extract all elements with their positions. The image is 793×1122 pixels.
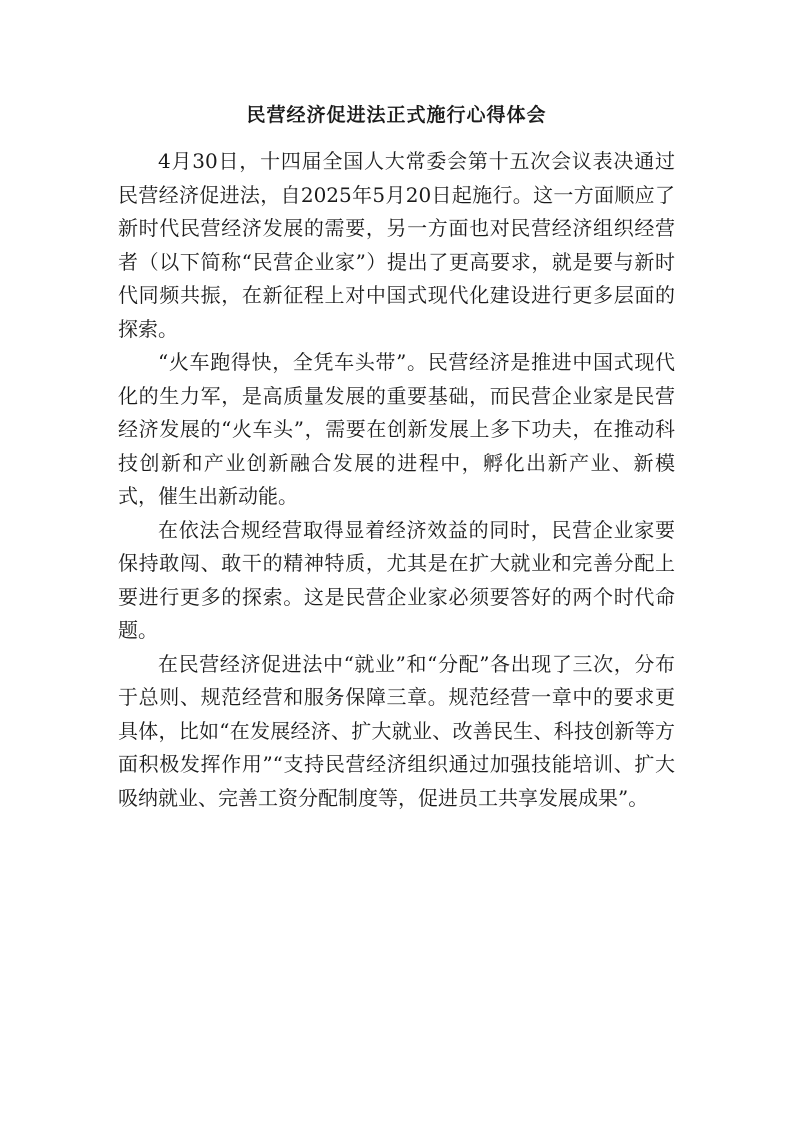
paragraph: 4月30日，十四届全国人大常委会第十五次会议表决通过民营经济促进法，自2025年5月20日起施行。这一方面顺应了新时代民营经济发展的需要，另一方面也对民营经济组织经营者（以下简称“民营企业家”）提出了更高要求，就是要与新时代同频共振，在新征程上对中国式现代化建设进行更多层面的探索。 bbox=[118, 149, 675, 341]
document-body bbox=[118, 145, 675, 815]
paragraph: 在民营经济促进法中“就业”和“分配”各出现了三次，分布于总则、规范经营和服务保障三章。规范经营一章中的要求更具体，比如“在发展经济、扩大就业、改善民生、科技创新等方面积极发挥作用”“支持民营经济组织通过加强技能培训、扩大吸纳就业、完善工资分配制度等，促进员工共享发展成果”。 bbox=[118, 651, 675, 810]
paragraph: 在依法合规经营取得显着经济效益的同时，民营企业家要保持敢闯、敢干的精神特质，尤其是在扩大就业和完善分配上要进行更多的探索。这是民营企业家必须要答好的两个时代命题。 bbox=[118, 517, 675, 642]
document-title: 民营经济促进法正式施行心得体会 bbox=[246, 104, 547, 126]
paragraph: “火车跑得快，全凭车头带”。民营经济是推进中国式现代化的生力军，是高质量发展的重要基础，而民营企业家是民营经济发展的“火车头”，需要在创新发展上多下功夫，在推动科技创新和产业创新融合发展的进程中，孵化出新产业、新模式，催生出新动能。 bbox=[118, 350, 675, 508]
